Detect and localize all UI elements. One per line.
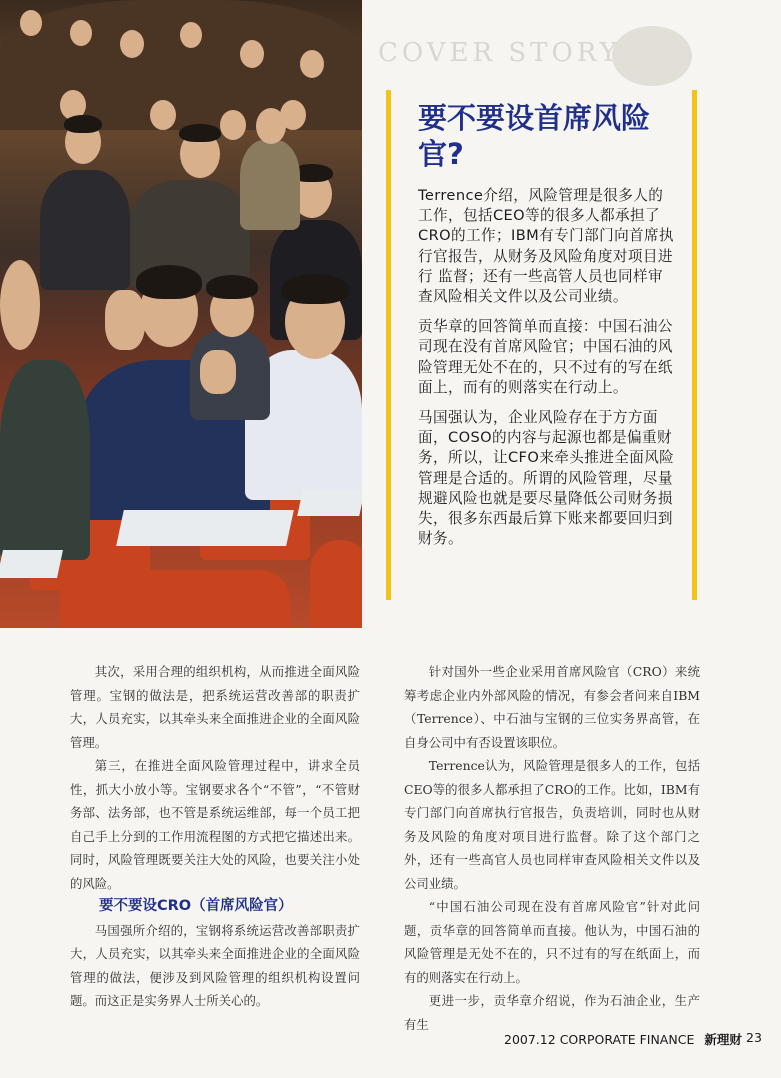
box-title: 要不要设首席风险官? [418, 101, 651, 171]
left-column [70, 660, 360, 1013]
footer-magazine-en: CORPORATE FINANCE [559, 1032, 695, 1047]
box-right-bar [692, 90, 697, 600]
page-number: 23 [746, 1030, 762, 1045]
right-column [404, 660, 700, 1036]
masthead-decoration [612, 26, 692, 86]
box-body [418, 186, 676, 559]
right-paragraph-1: 针对国外一些企业采用首席风险官（CRO）来统筹考虑企业内外部风险的情况，有参会者问来自IBM（Terrence）、中石油与宝钢的三位实务界高管，在自身公司中有否设置该职位。 [404, 664, 700, 750]
footer [504, 1030, 742, 1048]
left-paragraph-1: 其次，采用合理的组织机构，从而推进全面风险管理。宝钢的做法是，把系统运营改善部的职责扩大，人员充实，以其牵头来全面推进企业的全面风险管理。 [70, 664, 360, 750]
footer-magazine-cn: 新理财 [704, 1032, 742, 1047]
masthead: COVER STORY [378, 38, 621, 68]
box-paragraph-1: Terrence介绍，风险管理是很多人的工作，包括CEO等的很多人都承担了CRO的工作；IBM有专门部门向首席执行官报告，从财务及风险角度对项目进行 监督；还有一些高管人员也同样审查风险相关文件以及公司业绩。 [418, 187, 675, 306]
left-paragraph-2: 第三，在推进全面风险管理过程中，讲求全员性，抓大小放小等。宝钢要求各个“不管”，“不管财务部、法务部，也不管是系统运维部，每一个员工把自己手上分到的工作用流程图的方式把它描述出来。同时，风险管理既要关注大处的风险，也要关注小处的风险。 [70, 758, 360, 891]
section-subhead: 要不要设CRO（首席风险官） [99, 898, 293, 914]
right-paragraph-3: “中国石油公司现在没有首席风险官”针对此问题，贡华章的回答简单而直接。他认为，中国石油的风险管理是无处不在的，只不过有的写在纸面上，而有的则落实在行动上。 [404, 899, 700, 985]
left-paragraph-3: 马国强所介绍的，宝钢将系统运营改善部职责扩大，人员充实，以其牵头来全面推进企业的全面风险管理的做法，便涉及到风险管理的组织机构设置问题。而这正是实务界人士所关心的。 [70, 922, 360, 1008]
box-paragraph-3: 马国强认为，企业风险存在于方方面面，COSO的内容与起源也都是偏重财务，所以，让CFO来牵头推进全面风险管理是合适的。所谓的风险管理，尽量规避风险也就是要尽量降低公司财务损失，很多东西最后算下账来都要回归到财务。 [418, 409, 675, 548]
right-paragraph-2: Terrence认为，风险管理是很多人的工作，包括CEO等的很多人都承担了CRO的工作。比如，IBM有专门部门向首席执行官报告，负责培训，同时也从财务及风险的角度对项目进行监督。除了这个部门之外，还有一些高官人员也同样审查风险相关文件以及公司业绩。 [404, 758, 700, 891]
footer-issue: 2007.12 [504, 1032, 556, 1047]
audience-photo [0, 0, 362, 628]
right-paragraph-4: 更进一步，贡华章介绍说，作为石油企业，生产有生 [404, 993, 700, 1032]
box-paragraph-2: 贡华章的回答简单而直接：中国石油公司现在没有首席风险官；中国石油的风险管理无处不在的，只不过有的写在纸面上，而有的则落实在行动上。 [418, 318, 673, 396]
box-left-bar [386, 90, 391, 600]
